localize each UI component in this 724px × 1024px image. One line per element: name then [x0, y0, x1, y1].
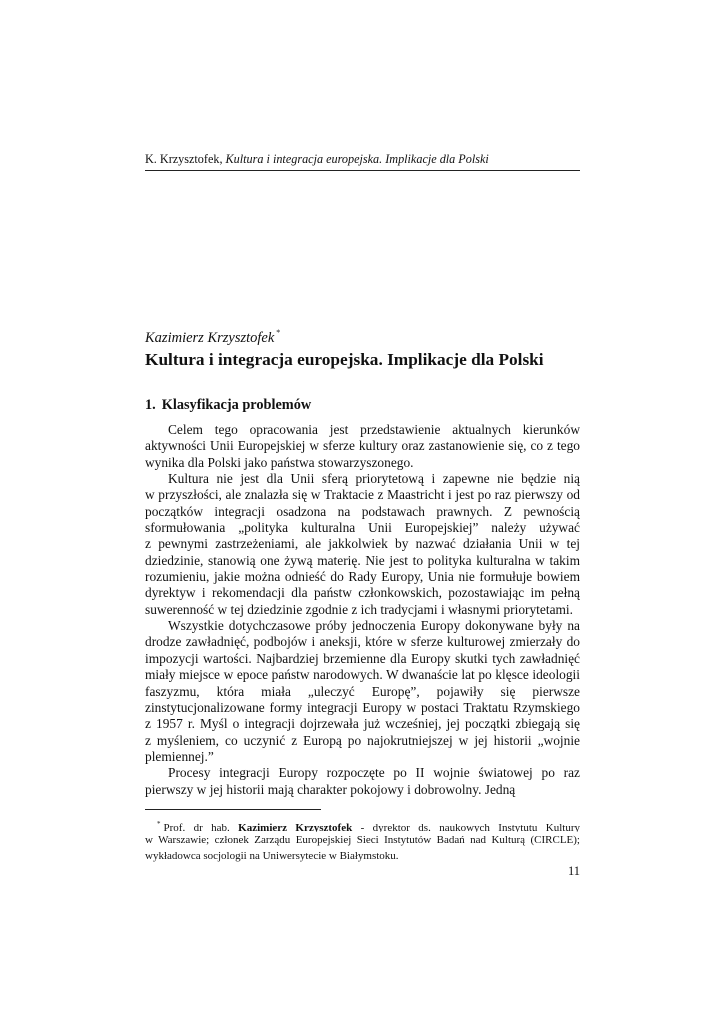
body-line: w przyszłości, ale znalazła się w Traktacie z Maastricht i jest po raz pierwszy od	[145, 487, 580, 503]
body-line: Celem tego opracowania jest przedstawienie aktualnych kierunków	[168, 422, 580, 437]
footnote-affiliation: - dyrektor ds. naukowych Instytutu Kultury	[360, 822, 580, 832]
body-line: plemiennej.”	[145, 748, 214, 764]
body-line: z 1957 r. Myśl o integracji dojrzewała już wcześniej, jej początki zbiegają się	[145, 716, 580, 732]
article-title: Kultura i integracja europejska. Implikacje dla Polski	[145, 350, 544, 369]
body-text	[145, 422, 580, 798]
body-line: dziedzinie, stanowią one żywą materię. Nie jest to polityka kulturalna w takim	[145, 552, 580, 568]
footnote	[145, 816, 580, 864]
section-number: 1.	[145, 397, 156, 413]
body-line: impozycji wartości. Najbardziej brzemienne dla Europy skutki tych zawładnięć	[145, 650, 580, 666]
footnote-line: wykładowca socjologii na Uniwersytecie w Białymstoku.	[145, 850, 399, 862]
author-name: Kazimierz Krzysztofek	[145, 330, 275, 346]
body-line: Kultura nie jest dla Unii sferą priorytetową i zapewne nie będzie nią	[168, 471, 580, 487]
body-line: sformułowania „polityka kulturalna Unii Europejskiej” należy używać	[145, 520, 580, 536]
body-line: faszyzmu, która miała „uleczyć Europę”, pojawiły się pierwsze	[145, 683, 580, 699]
body-line: suwerenność w tej dziedzinie zgodnie z ich tradycjami i własnymi priorytetami.	[145, 601, 573, 617]
author-footnote-mark: *	[276, 328, 281, 337]
body-line: wynika dla Polski jako państwa stowarzyszonego.	[145, 454, 414, 470]
body-line: początków integracji osadzona na podstawach prawnych. Z pewnością	[145, 503, 580, 519]
footnote-author-name: Kazimierz Krzysztofek	[238, 822, 353, 832]
running-head	[145, 152, 580, 167]
body-line: zinstytucjonalizowane formy integracji Europy w postaci Traktatu Rzymskiego	[145, 699, 580, 715]
body-line: dyrektyw i rekomendacji dla państw członkowskich, pozostawiając im pełną	[145, 585, 580, 601]
body-line: Procesy integracji Europy rozpoczęte po II wojnie światowej po raz	[168, 765, 580, 781]
body-line: aktywności Unii Europejskiej w sferze kultury oraz zastanowienie się, co z tego	[145, 438, 580, 454]
footnote-rule	[145, 809, 321, 810]
document-page	[145, 0, 580, 1024]
page-number: 11	[567, 864, 580, 878]
footnote-line	[145, 816, 580, 832]
body-line: pierwszy w jej historii mają charakter pokojowy i dobrowolny. Jedną	[145, 781, 516, 797]
body-line: Wszystkie dotychczasowe próby jednoczenia Europy dokonywane były na	[168, 618, 580, 634]
header-rule	[145, 170, 580, 171]
article-author	[145, 324, 280, 347]
body-line: z pewnymi zastrzeżeniami, ale jakkolwiek by nazwać działania Unii w tej	[145, 536, 580, 552]
footnote-line: w Warszawie; członek Zarządu Europejskiej Sieci Instytutów Badań nad Kulturą (CIRCLE);	[145, 834, 580, 846]
footnote-mark: *	[157, 820, 161, 828]
body-line: drodze zawładnięć, podbojów i aneksji, które w sferze kulturowej zmierzały do	[145, 634, 580, 650]
running-head-author: K. Krzysztofek,	[145, 152, 223, 166]
section-title: Klasyfikacja problemów	[161, 397, 312, 413]
section-heading	[145, 396, 311, 414]
body-line: z myśleniem, co uczynić z Europą po najokrutniejszej w jej historii „wojnie	[145, 732, 580, 748]
body-line: rozumieniu, jakie można odnieść do Rady Europy, Unia nie formułuje bowiem	[145, 569, 580, 585]
body-line: miały miejsce w epoce państw narodowych. W dwanaście lat po klęsce ideologii	[145, 667, 580, 683]
running-head-title: Kultura i integracja europejska. Implikacje dla Polski	[225, 152, 489, 166]
footnote-prefix: Prof. dr hab.	[163, 822, 230, 832]
